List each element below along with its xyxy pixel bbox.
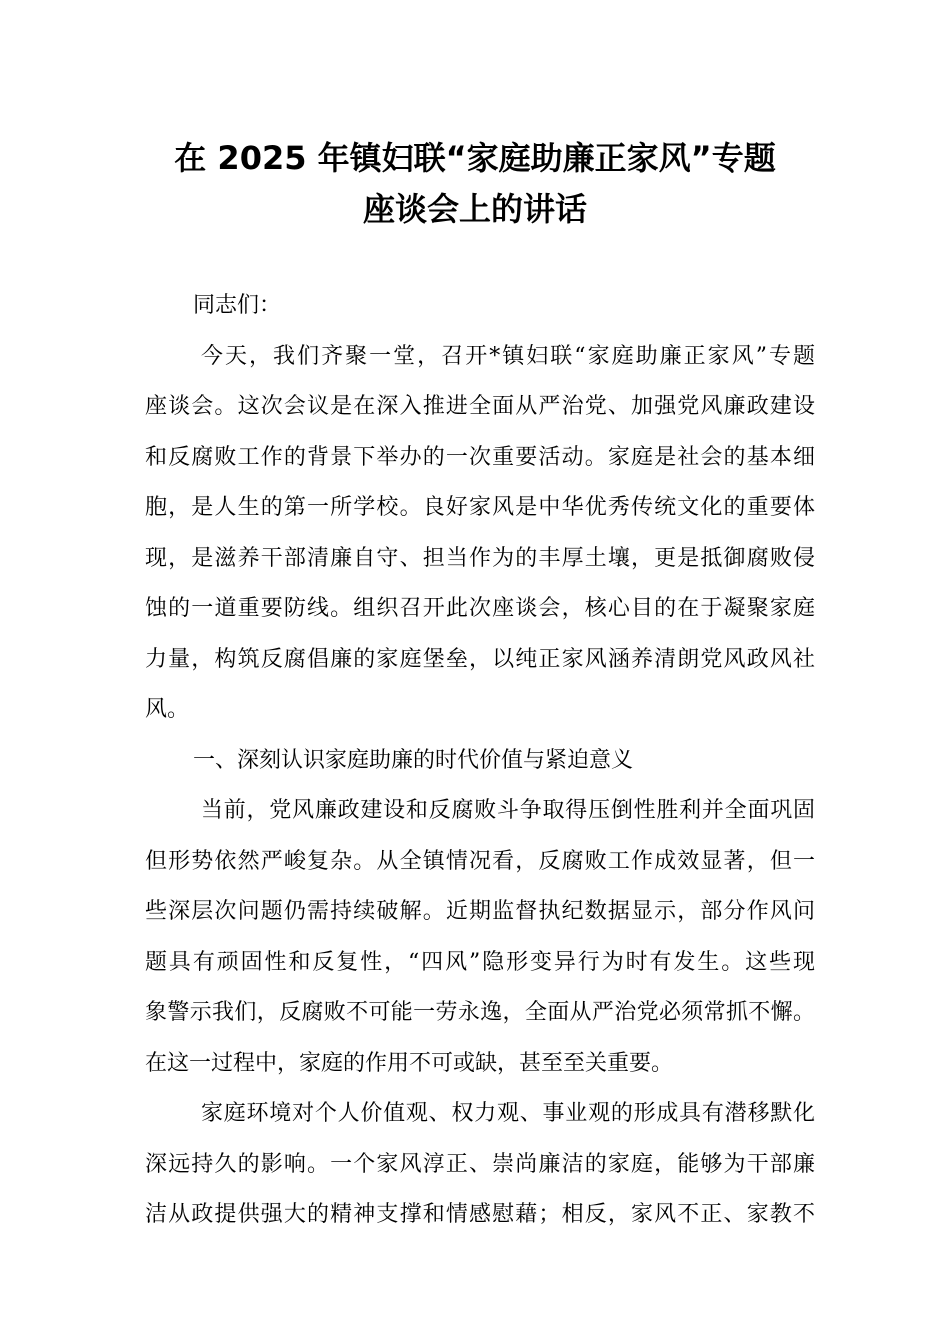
paragraph-3-line: 深远持久的影响。一个家风淳正、崇尚廉洁的家庭，能够为干部廉 (145, 1151, 815, 1177)
salutation: 同志们： (193, 293, 282, 318)
paragraph-1-line: 力量，构筑反腐倡廉的家庭堡垒，以纯正家风涵养清朗党风政风社 (145, 646, 815, 672)
paragraph-1-line: 蚀的一道重要防线。组织召开此次座谈会，核心目的在于凝聚家庭 (145, 596, 815, 621)
paragraph-1-line: 风。 (145, 697, 190, 722)
paragraph-1-line: 胞，是人生的第一所学校。良好家风是中华优秀传统文化的重要体 (145, 495, 815, 520)
section-heading-1: 一、深刻认识家庭助廉的时代价值与紧迫意义 (193, 747, 634, 773)
paragraph-1-line: 和反腐败工作的背景下举办的一次重要活动。家庭是社会的基本细 (145, 444, 815, 470)
document-title-line-1: 在 2025 年镇妇联“家庭助廉正家风”专题 (174, 139, 776, 177)
paragraph-1-line: 今天，我们齐聚一堂，召开*镇妇联“家庭助廉正家风”专题 (201, 343, 815, 369)
paragraph-2-line: 些深层次问题仍需持续破解。近期监督执纪数据显示，部分作风问 (145, 899, 815, 924)
paragraph-3-line: 洁从政提供强大的精神支撑和情感慰藉；相反，家风不正、家教不 (145, 1202, 815, 1227)
document-title-line-2: 座谈会上的讲话 (362, 190, 587, 228)
paragraph-2-line: 当前，党风廉政建设和反腐败斗争取得压倒性胜利并全面巩固 (201, 798, 815, 823)
document-body (145, 281, 815, 1241)
paragraph-3-line: 家庭环境对个人价值观、权力观、事业观的形成具有潜移默化 (201, 1101, 815, 1126)
paragraph-2-line: 题具有顽固性和反复性，“四风”隐形变异行为时有发生。这些现 (145, 949, 815, 975)
paragraph-2-line: 在这一过程中，家庭的作用不可或缺，甚至至关重要。 (145, 1050, 674, 1076)
paragraph-2-line: 但形势依然严峻复杂。从全镇情况看，反腐败工作成效显著，但一 (145, 848, 815, 874)
paragraph-1-line: 现，是滋养干部清廉自守、担当作为的丰厚土壤，更是抵御腐败侵 (145, 545, 815, 571)
paragraph-2-line: 象警示我们，反腐败不可能一劳永逸，全面从严治党必须常抓不懈。 (145, 1000, 815, 1025)
paragraph-1-line: 座谈会。这次会议是在深入推进全面从严治党、加强党风廉政建设 (145, 394, 815, 419)
